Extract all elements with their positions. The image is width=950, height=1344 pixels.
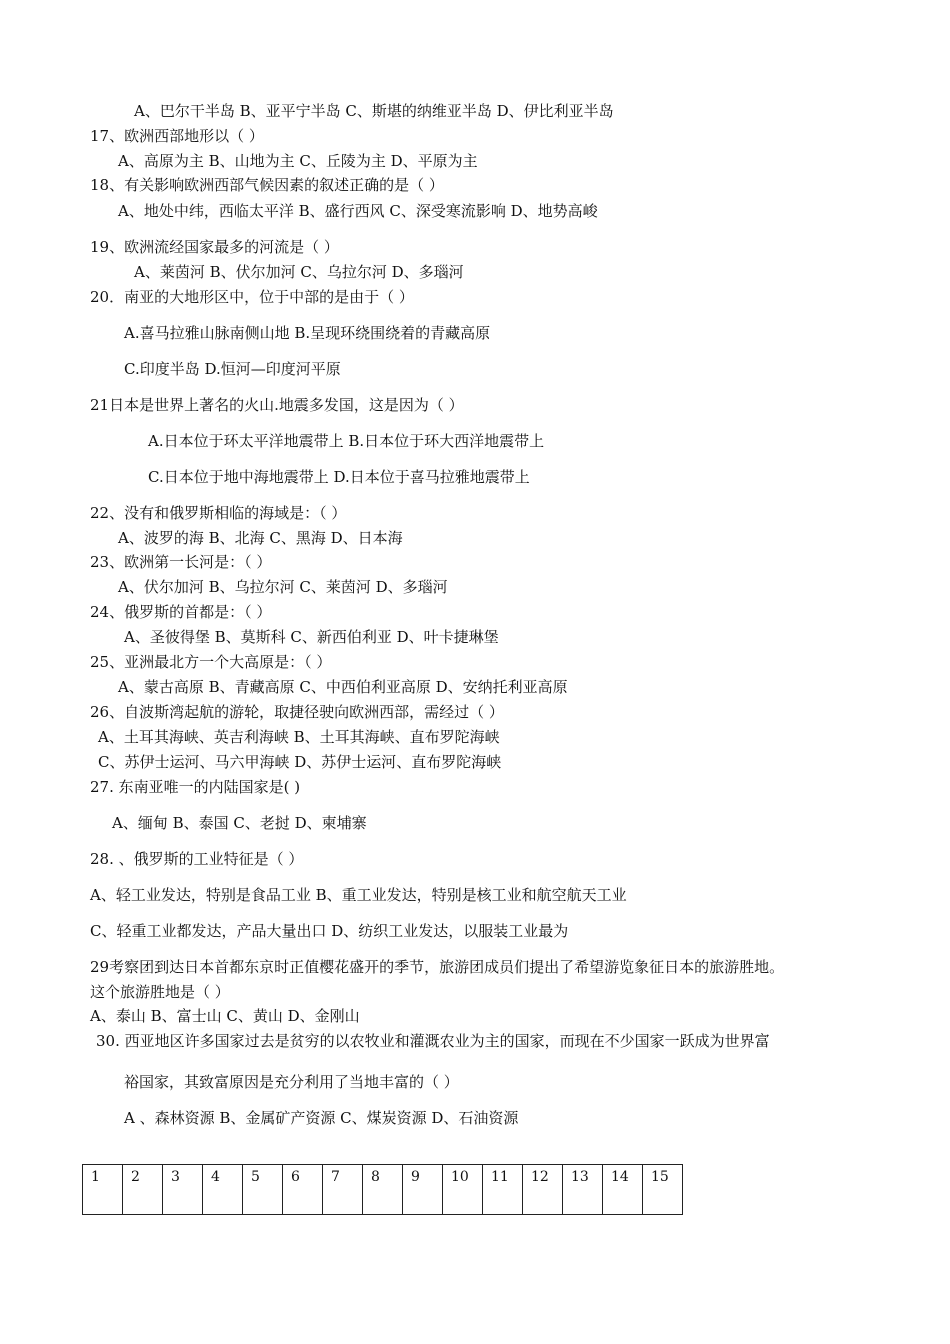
q18-options: A、地处中纬，西临太平洋 B、盛行西风 C、深受寒流影响 D、地势高峻 [118, 202, 598, 220]
q22-stem: 22、没有和俄罗斯相临的海域是：（ ） [90, 504, 347, 522]
q22-options: A、波罗的海 B、北海 C、黑海 D、日本海 [118, 529, 403, 547]
q17-stem: 17、欧洲西部地形以（ ） [90, 127, 264, 145]
q27-options: A、缅甸 B、泰国 C、老挝 D、柬埔寨 [112, 814, 367, 832]
q21-stem: 21日本是世界上著名的火山.地震多发国，这是因为（ ） [90, 396, 464, 414]
q26-option-cd: C、苏伊士运河、马六甲海峡 D、苏伊士运河、直布罗陀海峡 [98, 753, 502, 771]
q20-stem: 20．南亚的大地形区中，位于中部的是由于（ ） [90, 288, 414, 306]
q16-options: A、巴尔干半岛 B、亚平宁半岛 C、斯堪的纳维亚半岛 D、伊比利亚半岛 [134, 102, 614, 120]
q28-option-cd: C、轻重工业都发达，产品大量出口 D、纺织工业发达，以服装工业最为 [90, 922, 569, 940]
answer-table [82, 1164, 683, 1215]
answer-cell-3[interactable]: 3 [163, 1165, 203, 1215]
q30-stem-continued: 裕国家，其致富原因是充分利用了当地丰富的（ ） [124, 1073, 459, 1091]
answer-cell-6[interactable]: 6 [283, 1165, 323, 1215]
q19-stem: 19、欧洲流经国家最多的河流是（ ） [90, 238, 339, 256]
q26-stem: 26、自波斯湾起航的游轮，取捷径驶向欧洲西部，需经过（ ） [90, 703, 504, 721]
answer-cell-11[interactable]: 11 [483, 1165, 523, 1215]
q28-stem: 28. 、俄罗斯的工业特征是（ ） [90, 850, 304, 868]
q21-option-cd: C.日本位于地中海地震带上 D.日本位于喜马拉雅地震带上 [148, 468, 530, 486]
q29-options: A、泰山 B、富士山 C、黄山 D、金刚山 [90, 1007, 360, 1025]
q29-stem: 29考察团到达日本首都东京时正值樱花盛开的季节，旅游团成员们提出了希望游览象征日本的旅游胜地。 [90, 958, 785, 976]
q27-stem: 27. 东南亚唯一的内陆国家是( ) [90, 778, 301, 796]
q24-stem: 24、俄罗斯的首都是：（ ） [90, 603, 272, 621]
q29-stem-continued: 这个旅游胜地是（ ） [90, 983, 230, 1001]
answer-cell-15[interactable]: 15 [643, 1165, 683, 1215]
answer-cell-1[interactable]: 1 [83, 1165, 123, 1215]
answer-cell-7[interactable]: 7 [323, 1165, 363, 1215]
answer-cell-13[interactable]: 13 [563, 1165, 603, 1215]
answer-cell-12[interactable]: 12 [523, 1165, 563, 1215]
answer-table-row [83, 1165, 683, 1215]
answer-cell-8[interactable]: 8 [363, 1165, 403, 1215]
answer-cell-4[interactable]: 4 [203, 1165, 243, 1215]
q25-options: A、蒙古高原 B、青藏高原 C、中西伯利亚高原 D、安纳托利亚高原 [118, 678, 568, 696]
q20-option-cd: C.印度半岛 D.恒河—印度河平原 [124, 360, 341, 378]
q20-option-ab: A.喜马拉雅山脉南侧山地 B.呈现环绕围绕着的青藏高原 [124, 324, 491, 342]
answer-cell-10[interactable]: 10 [443, 1165, 483, 1215]
q17-options: A、高原为主 B、山地为主 C、丘陵为主 D、平原为主 [118, 152, 478, 170]
q26-option-ab: A、土耳其海峡、英吉利海峡 B、土耳其海峡、直布罗陀海峡 [98, 728, 500, 746]
answer-cell-2[interactable]: 2 [123, 1165, 163, 1215]
q23-options: A、伏尔加河 B、乌拉尔河 C、莱茵河 D、多瑙河 [118, 578, 448, 596]
q19-options: A、莱茵河 B、伏尔加河 C、乌拉尔河 D、多瑙河 [134, 263, 464, 281]
q30-stem: 30. 西亚地区许多国家过去是贫穷的以农牧业和灌溉农业为主的国家，而现在不少国家一跃成为世界富 [96, 1032, 770, 1050]
q30-options: A 、森林资源 B、金属矿产资源 C、煤炭资源 D、石油资源 [124, 1109, 519, 1127]
q21-option-ab: A.日本位于环太平洋地震带上 B.日本位于环大西洋地震带上 [148, 432, 545, 450]
q18-stem: 18、有关影响欧洲西部气候因素的叙述正确的是（ ） [90, 176, 444, 194]
answer-cell-9[interactable]: 9 [403, 1165, 443, 1215]
q25-stem: 25、亚洲最北方一个大高原是：（ ） [90, 653, 332, 671]
q23-stem: 23、欧洲第一长河是：（ ） [90, 553, 272, 571]
answer-cell-5[interactable]: 5 [243, 1165, 283, 1215]
answer-cell-14[interactable]: 14 [603, 1165, 643, 1215]
q28-option-ab: A、轻工业发达，特别是食品工业 B、重工业发达，特别是核工业和航空航天工业 [90, 886, 627, 904]
q24-options: A、圣彼得堡 B、莫斯科 C、新西伯利亚 D、叶卡捷琳堡 [124, 628, 499, 646]
